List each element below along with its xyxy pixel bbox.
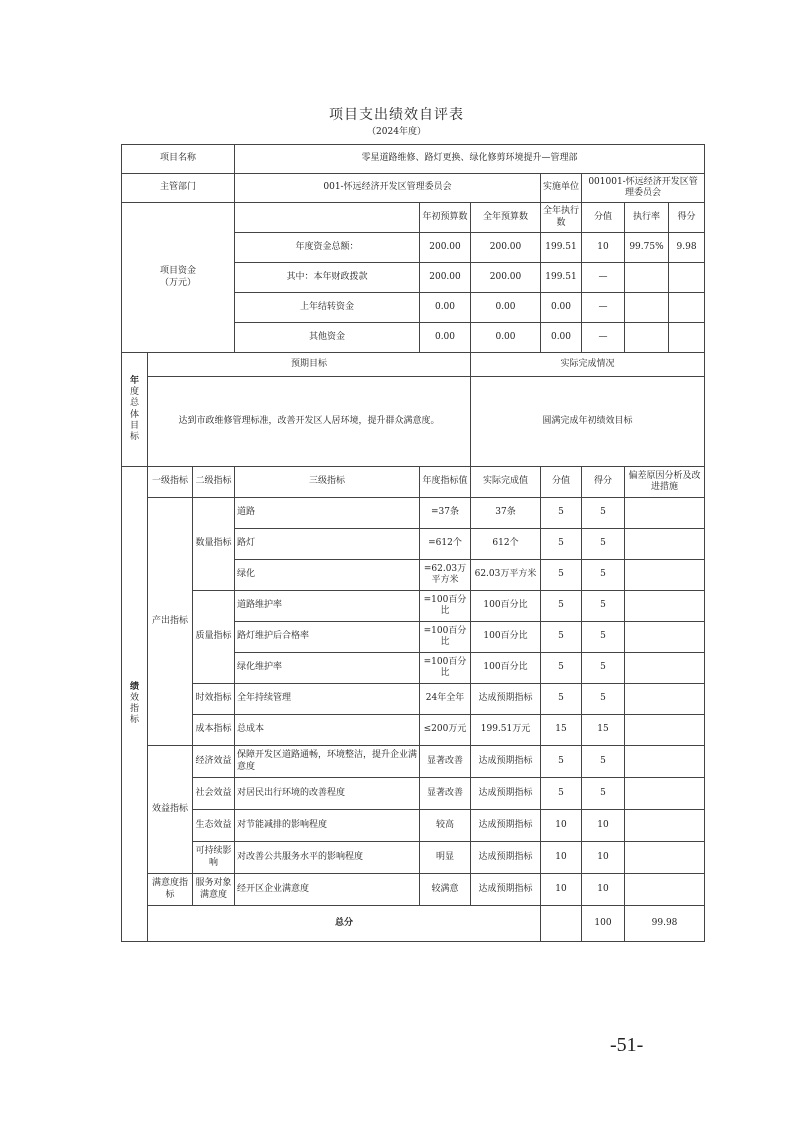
dept-row <box>122 174 705 203</box>
ind-header-level1: 一级指标 <box>148 467 193 498</box>
funds-row-annual: 200.00 <box>471 233 541 263</box>
funds-row-label: 其他资金 <box>235 323 420 353</box>
ind-benefit-label: 效益指标 <box>148 746 193 874</box>
indicator-row <box>122 591 705 622</box>
funds-row-annual: 0.00 <box>471 293 541 323</box>
ind-actual: 62.03万平方米 <box>471 560 541 591</box>
page-title: 项目支出绩效自评表 <box>329 107 464 123</box>
ind-header-score: 得分 <box>582 467 625 498</box>
goals-content-row <box>122 377 705 467</box>
ind-target: 显著改善 <box>420 746 471 778</box>
funds-header-score-value: 分值 <box>582 203 625 233</box>
ind-social-label: 社会效益 <box>193 778 235 810</box>
ind-note <box>625 684 705 715</box>
ind-actual: 达成预期指标 <box>471 684 541 715</box>
ind-score: 5 <box>582 622 625 653</box>
ind-value: 10 <box>541 842 582 874</box>
goals-expected: 达到市政维修管理标准，改善开发区人居环境，提升群众满意度。 <box>148 377 471 467</box>
ind-target: =100百分比 <box>420 653 471 684</box>
ind-name: 道路 <box>235 498 420 529</box>
ind-score: 5 <box>582 778 625 810</box>
ind-actual: 612个 <box>471 529 541 560</box>
funds-row-split <box>625 233 705 263</box>
ind-name: 路灯 <box>235 529 420 560</box>
ind-score: 5 <box>582 498 625 529</box>
ind-name: 道路维护率 <box>235 591 420 622</box>
funds-row-rate <box>625 293 669 322</box>
ind-value: 5 <box>541 498 582 529</box>
ind-note <box>625 715 705 746</box>
funds-header-blank <box>235 203 420 233</box>
funds-row-executed: 199.51 <box>541 263 582 293</box>
ind-name: 保障开发区道路通畅，环境整洁，提升企业满意度 <box>235 746 420 778</box>
funds-header-split <box>625 203 705 233</box>
ind-header-level2: 二级指标 <box>193 467 235 498</box>
ind-header-value: 分值 <box>541 467 582 498</box>
performance-table <box>121 144 705 942</box>
goals-side-char: 体 <box>129 409 139 420</box>
ind-name: 经开区企业满意度 <box>235 874 420 906</box>
funds-row-initial: 200.00 <box>420 263 471 293</box>
indicators-side-char: 指 <box>129 704 139 714</box>
ind-note <box>625 746 705 778</box>
total-label: 总分 <box>148 906 541 942</box>
goals-expected-header: 预期目标 <box>148 353 471 377</box>
funds-row-initial: 0.00 <box>420 293 471 323</box>
ind-header-actual: 实际完成值 <box>471 467 541 498</box>
ind-score: 5 <box>582 684 625 715</box>
total-row <box>122 906 705 942</box>
ind-output-label: 产出指标 <box>148 498 193 746</box>
dept-label: 主管部门 <box>122 174 235 203</box>
indicator-row <box>122 715 705 746</box>
ind-score: 10 <box>582 842 625 874</box>
indicator-row <box>122 778 705 810</box>
ind-score: 10 <box>582 874 625 906</box>
ind-value: 5 <box>541 560 582 591</box>
project-name-row <box>122 145 705 174</box>
funds-header-rate: 执行率 <box>625 203 669 232</box>
ind-target: 较满意 <box>420 874 471 906</box>
ind-name: 对居民出行环境的改善程度 <box>235 778 420 810</box>
goals-side-char: 度 <box>129 387 139 397</box>
indicators-side-char: 标 <box>129 715 139 726</box>
ind-note <box>625 842 705 874</box>
ind-actual: 37条 <box>471 498 541 529</box>
ind-target: =100百分比 <box>420 622 471 653</box>
ind-value: 5 <box>541 653 582 684</box>
ind-cost-label: 成本指标 <box>193 715 235 746</box>
ind-name: 全年持续管理 <box>235 684 420 715</box>
ind-actual: 达成预期指标 <box>471 746 541 778</box>
funds-label-line1: 项目资金 <box>159 266 196 277</box>
ind-actual: 达成预期指标 <box>471 778 541 810</box>
ind-value: 15 <box>541 715 582 746</box>
indicators-header-row <box>122 467 705 498</box>
page-subtitle: （2024年度） <box>367 127 426 137</box>
ind-note <box>625 529 705 560</box>
ind-header-note: 偏差原因分析及改进措施 <box>625 467 705 498</box>
ind-name: 绿化 <box>235 560 420 591</box>
dept-value: 001-怀远经济开发区管理委员会 <box>235 174 541 203</box>
unit-value: 001001-怀远经济开发区管理委员会 <box>582 174 705 203</box>
ind-economic-label: 经济效益 <box>193 746 235 778</box>
ind-note <box>625 653 705 684</box>
goals-actual: 圆满完成年初绩效目标 <box>471 377 705 467</box>
funds-header-score: 得分 <box>677 211 696 222</box>
ind-note <box>625 778 705 810</box>
goals-side-char: 年 <box>129 375 139 386</box>
funds-row-score-value: — <box>582 263 625 293</box>
funds-row-score-value: — <box>582 293 625 323</box>
ind-quantity-label: 数量指标 <box>193 498 235 591</box>
funds-label <box>122 203 235 353</box>
funds-row-label: 年度资金总额： <box>235 233 420 263</box>
ind-target: =612个 <box>420 529 471 560</box>
funds-row-split <box>625 263 705 293</box>
indicator-row <box>122 498 705 529</box>
funds-header-initial: 年初预算数 <box>420 203 471 233</box>
funds-row-initial: 200.00 <box>420 233 471 263</box>
ind-name: 对节能减排的影响程度 <box>235 810 420 842</box>
ind-name: 绿化维护率 <box>235 653 420 684</box>
ind-name: 总成本 <box>235 715 420 746</box>
ind-value: 5 <box>541 591 582 622</box>
project-name-label: 项目名称 <box>122 145 235 174</box>
ind-actual: 100百分比 <box>471 622 541 653</box>
total-value: 100 <box>582 906 625 942</box>
funds-row-score: 9.98 <box>676 241 697 252</box>
ind-score: 5 <box>582 560 625 591</box>
indicator-row <box>122 842 705 874</box>
funds-row-split <box>625 323 705 353</box>
funds-header-annual: 全年预算数 <box>471 203 541 233</box>
ind-time-label: 时效指标 <box>193 684 235 715</box>
ind-score: 5 <box>582 591 625 622</box>
ind-score: 10 <box>582 810 625 842</box>
ind-value: 5 <box>541 778 582 810</box>
indicator-row <box>122 684 705 715</box>
funds-row-rate <box>625 263 669 292</box>
indicators-side-char: 绩 <box>129 681 139 692</box>
ind-satisfaction-label: 满意度指标 <box>148 874 193 906</box>
ind-score: 5 <box>582 529 625 560</box>
funds-header-executed: 全年执行数 <box>541 203 582 233</box>
ind-target: 显著改善 <box>420 778 471 810</box>
ind-target: =37条 <box>420 498 471 529</box>
ind-actual: 100百分比 <box>471 591 541 622</box>
total-blank <box>541 906 582 942</box>
ind-target: 明显 <box>420 842 471 874</box>
funds-row-rate: 99.75% <box>625 233 669 262</box>
ind-value: 5 <box>541 622 582 653</box>
funds-row-label: 上年结转资金 <box>235 293 420 323</box>
ind-service-label: 服务对象满意度 <box>193 874 235 906</box>
goals-actual-header: 实际完成情况 <box>471 353 705 377</box>
funds-row-executed: 0.00 <box>541 293 582 323</box>
funds-label-line2: （万元） <box>159 277 196 288</box>
project-name-value: 零星道路维修、路灯更换、绿化修剪环境提升—管理部 <box>235 145 705 174</box>
indicator-row <box>122 746 705 778</box>
ind-quality-label: 质量指标 <box>193 591 235 684</box>
ind-header-level3: 三级指标 <box>235 467 420 498</box>
ind-note <box>625 560 705 591</box>
ind-note <box>625 498 705 529</box>
indicator-row <box>122 810 705 842</box>
ind-actual: 达成预期指标 <box>471 810 541 842</box>
ind-actual: 199.51万元 <box>471 715 541 746</box>
funds-row-rate <box>625 323 669 352</box>
ind-score: 5 <box>582 653 625 684</box>
total-score: 99.98 <box>625 906 705 942</box>
ind-name: 对改善公共服务水平的影响程度 <box>235 842 420 874</box>
funds-row-initial: 0.00 <box>420 323 471 353</box>
ind-score: 15 <box>582 715 625 746</box>
ind-note <box>625 591 705 622</box>
goals-side-char: 总 <box>129 398 139 409</box>
funds-row-executed: 0.00 <box>541 323 582 353</box>
unit-label: 实施单位 <box>541 174 582 203</box>
goals-side-label <box>122 353 148 467</box>
ind-value: 5 <box>541 746 582 778</box>
funds-row-split <box>625 293 705 323</box>
goals-side-char: 目 <box>129 420 139 431</box>
funds-header-row <box>122 203 705 233</box>
ind-target: 较高 <box>420 810 471 842</box>
page-number: -51- <box>610 1034 644 1056</box>
ind-value: 10 <box>541 810 582 842</box>
ind-target: ≤200万元 <box>420 715 471 746</box>
indicator-row <box>122 874 705 906</box>
funds-row-score-value: — <box>582 323 625 353</box>
indicators-side-label <box>122 467 148 942</box>
indicators-side-char: 效 <box>129 692 139 703</box>
ind-target: 24年全年 <box>420 684 471 715</box>
funds-row-label: 其中：本年财政拨款 <box>235 263 420 293</box>
goals-header-row <box>122 353 705 377</box>
ind-eco-label: 生态效益 <box>193 810 235 842</box>
ind-actual: 100百分比 <box>471 653 541 684</box>
ind-sustain-label: 可持续影响 <box>193 842 235 874</box>
ind-name: 路灯维护后合格率 <box>235 622 420 653</box>
ind-note <box>625 874 705 906</box>
ind-actual: 达成预期指标 <box>471 842 541 874</box>
funds-row-annual: 0.00 <box>471 323 541 353</box>
funds-row-annual: 200.00 <box>471 263 541 293</box>
funds-row-executed: 199.51 <box>541 233 582 263</box>
ind-score: 5 <box>582 746 625 778</box>
ind-actual: 达成预期指标 <box>471 874 541 906</box>
funds-row-score-value: 10 <box>582 233 625 263</box>
ind-value: 10 <box>541 874 582 906</box>
ind-value: 5 <box>541 684 582 715</box>
ind-note <box>625 622 705 653</box>
ind-value: 5 <box>541 529 582 560</box>
goals-side-char: 标 <box>129 432 139 442</box>
ind-target: =100百分比 <box>420 591 471 622</box>
ind-target: =62.03万平方米 <box>420 560 471 591</box>
ind-note <box>625 810 705 842</box>
ind-header-target: 年度指标值 <box>420 467 471 498</box>
